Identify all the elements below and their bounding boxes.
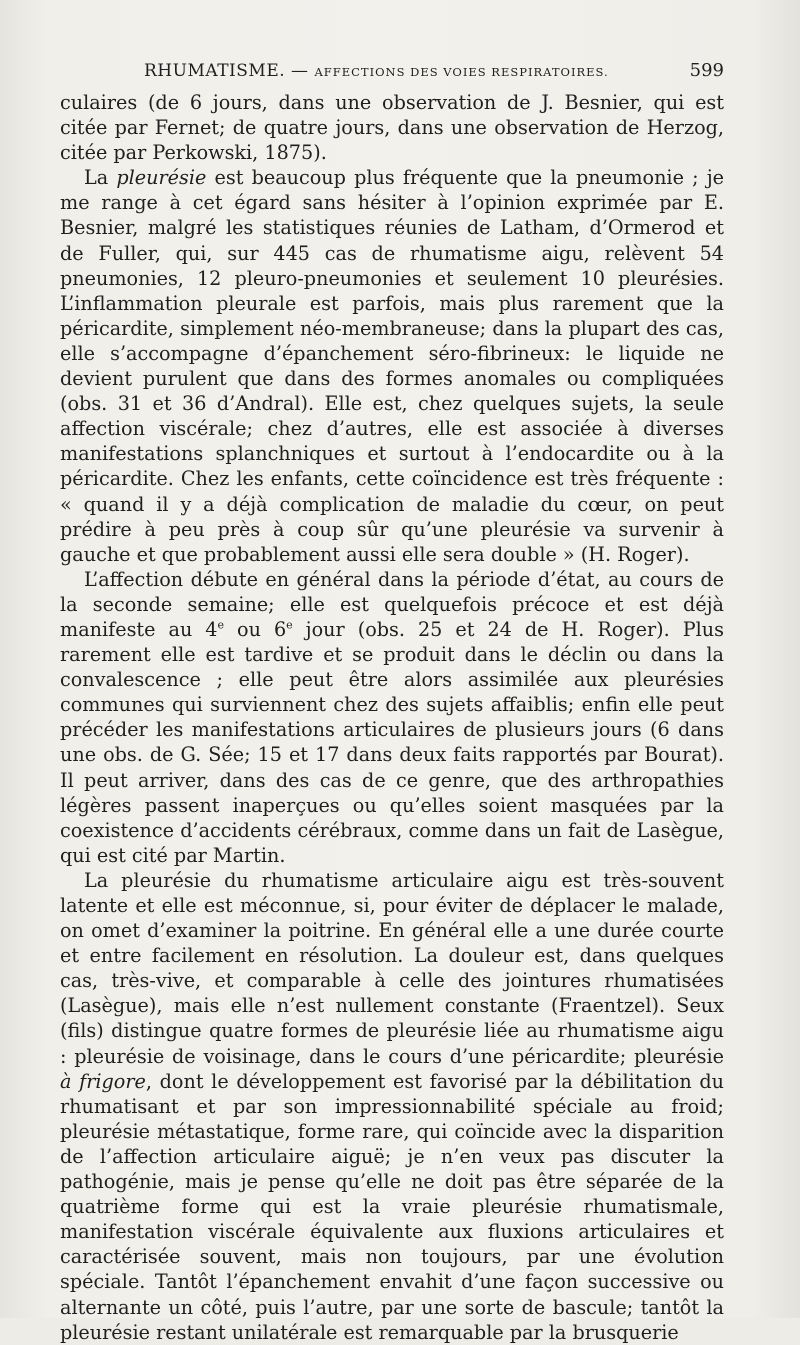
ordinal-superscript: e bbox=[217, 618, 225, 632]
text-run: La pleurésie du rhumatisme articulaire aigu est très-souvent latente et elle est méconnue, si, pour éviter de déplacer le malade, on omet d’examiner la poitrine. En général elle a une durée courte et entre facilement en résolution. La douleur est, dans quelques cas, très-vive, et comparable à celle des jointures rhumatisées (Lasègue), mais elle n’est nullement constante (Fraentzel). Seux (fils) distingue quatre formes de pleurésie liée au rhumatisme aigu : pleurésie de voisinage, dans le cours d’une péricardite; pleurésie bbox=[60, 868, 724, 1068]
section-title: AFFECTIONS DES VOIES RESPIRATOIRES. bbox=[314, 65, 609, 79]
running-title: RHUMATISME. bbox=[144, 61, 286, 81]
text-run: est beaucoup plus fréquente que la pneumonie ; je me range à cet égard sans hésiter à l’opinion exprimée par E. Besnier, malgré les statistiques réunies de Latham, d’Ormerod et de Fuller, qui, sur 445 cas de rhumatisme aigu, relèvent 54 pneumonies, 12 pleuro-pneumonies et seulement 10 pleurésies. L’inflammation pleurale est parfois, mais plus rarement que la péricardite, simplement néo-membraneuse; dans la plupart des cas, elle s’accompagne d’épanchement séro-fibrineux: le liquide ne devient purulent que dans des formes anomales ou compliquées (obs. 31 et 36 d’Andral). Elle est, chez quelques sujets, la seule affection viscérale; chez d’autres, elle est associée à diverses manifestations splanchniques et surtout à l’endocardite ou à la péricardite. Chez les enfants, cette coïncidence est très fréquente : « quand il y a déjà complication de maladie du cœur, on peut prédire à peu près à coup sûr qu’une pleurésie va survenir à gauche et que probablement aussi elle sera double » (H. Roger). bbox=[60, 166, 725, 566]
text-body bbox=[60, 90, 724, 1345]
page-header bbox=[144, 60, 724, 81]
italic-term: pleurésie bbox=[116, 166, 207, 190]
text-run: culaires (de 6 jours, dans une observation de J. Besnier, qui est citée par Fernet; de quatre jours, dans une observation de Herzog, citée par Perkowski, 1875). bbox=[60, 91, 724, 165]
paragraph bbox=[60, 90, 724, 165]
italic-term: à frigore bbox=[60, 1069, 146, 1093]
paragraph bbox=[60, 165, 724, 567]
text-run: jour (obs. 25 et 24 de H. Roger). Plus rarement elle est tardive et se produit dans le déclin ou dans la convalescence ; elle peut être alors assimilée aux pleurésies communes qui surviennent chez des sujets affaiblis; enfin elle peut précéder les manifestations articulaires de plusieurs jours (6 dans une obs. de G. Sée; 15 et 17 dans deux faits rapportés par Bourat). Il peut arriver, dans des cas de ce genre, que des arthropathies légères passent inaperçues ou qu’elles soient masquées par la coexistence d’accidents cérébraux, comme dans un fait de Lasègue, qui est cité par Martin. bbox=[60, 617, 724, 867]
ordinal-superscript: e bbox=[286, 618, 293, 632]
text-run: La bbox=[84, 166, 117, 190]
text-run: , dont le développement est favorisé par la débilitation du rhumatisant et par son impressionnabilité spéciale au froid; pleurésie métastatique, forme rare, qui coïncide avec la disparition de l’affection articulaire aiguë; je n’en veux pas discuter la pathogénie, mais je pense qu’elle ne doit pas être séparée de la quatrième forme qui est la vraie pleurésie rhumatismale, manifestation viscérale équivalente aux fluxions articulaires et caractérisée souvent, mais non toujours, par une évolution spéciale. Tantôt l’épanchement envahit d’une façon successive ou alternante un côté, puis l’autre, par une sorte de bascule; tantôt la pleurésie restant unilatérale est remarquable par la brusquerie bbox=[60, 1069, 725, 1344]
running-head bbox=[144, 61, 609, 81]
running-dash: — bbox=[291, 61, 309, 81]
paragraph bbox=[60, 868, 724, 1345]
text-run: ou 6 bbox=[224, 617, 287, 641]
paragraph bbox=[60, 567, 724, 868]
text-run: L’affection débute en général dans la période d’état, au cours de la seconde semaine; elle est quelquefois précoce et est déjà manifeste au 4 bbox=[60, 567, 724, 641]
page-number: 599 bbox=[689, 60, 724, 81]
